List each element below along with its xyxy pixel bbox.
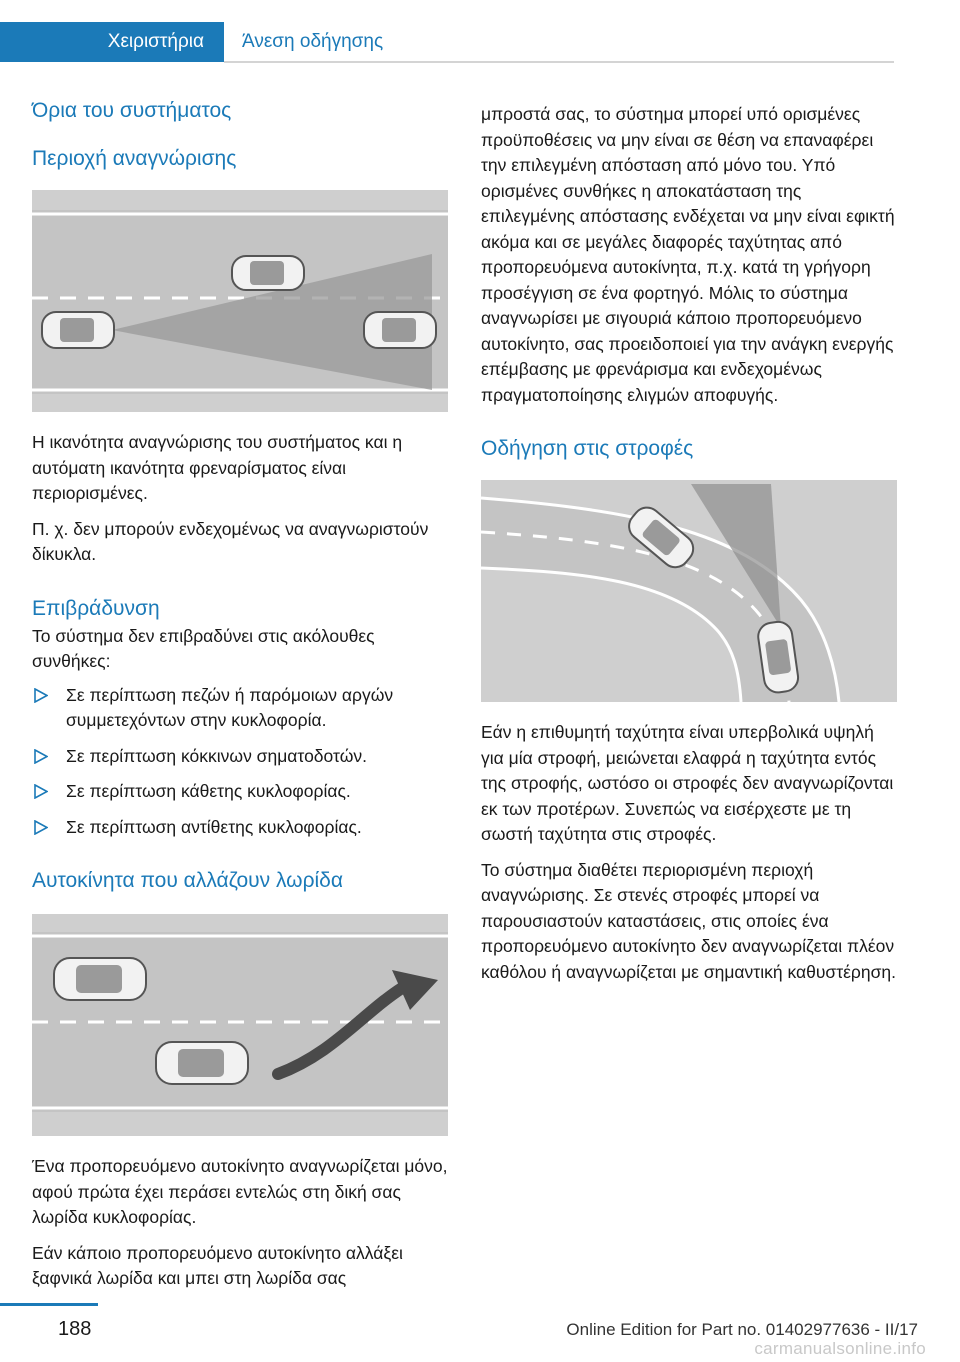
curves-figure — [481, 480, 897, 702]
ego-car — [42, 312, 114, 348]
list-item-text: Σε περίπτωση πεζών ή παρόμοιων αργών συμμετεχόντων στην κυκλοφορία. — [66, 684, 394, 730]
car-other-lane — [232, 256, 304, 290]
list-item-text: Σε περίπτωση αντίθετης κυκλοφορίας. — [66, 816, 362, 837]
lane-change-figure — [32, 914, 448, 1136]
triangle-bullet-icon — [34, 688, 48, 703]
list-item — [32, 815, 448, 841]
page-number: 188 — [58, 1318, 92, 1340]
paragraph-sudden-lane-change: Εάν κάποιο προπορευόμενο αυτοκίνητο αλλάξει ξαφνικά λωρίδα και μπει στη λωρίδα σας — [32, 1242, 403, 1288]
header-divider — [224, 61, 894, 63]
ego-car — [156, 1042, 248, 1084]
page-header — [0, 22, 960, 62]
braking-conditions-list — [32, 683, 448, 841]
section-title: Όρια του συστήματος — [32, 99, 232, 122]
paragraph-two-wheelers: Π. χ. δεν μπορούν ενδεχομένως να αναγνωριστούν δίκυκλα. — [32, 518, 429, 564]
list-item — [32, 744, 448, 770]
list-item — [32, 779, 448, 805]
subtitle-detection-range: Περιοχή αναγνώρισης — [32, 147, 237, 170]
detection-range-figure — [32, 190, 448, 412]
watermark: carmanualsonline.info — [754, 1339, 926, 1358]
left-column — [32, 98, 448, 1292]
footer-divider — [0, 1303, 98, 1306]
subtitle-curves: Οδήγηση στις στροφές — [481, 437, 694, 460]
paragraph-detection-limits: Η ικανότητα αναγνώρισης του συστήματος και η αυτόματη ικανότητα φρεναρίσματος είναι περιορισμένες. — [32, 432, 403, 503]
edition-note: Online Edition for Part no. 01402977636 - II/17 — [566, 1320, 918, 1339]
car-ahead — [364, 312, 436, 348]
triangle-bullet-icon — [34, 784, 48, 799]
right-column — [481, 98, 897, 985]
subtitle-braking: Επιβράδυνση — [32, 596, 160, 620]
braking-intro: Το σύστημα δεν επιβραδύνει στις ακόλουθες συνθήκες: — [32, 625, 375, 671]
triangle-bullet-icon — [34, 820, 48, 835]
paragraph-lane-change-detection: Ένα προπορευόμενο αυτοκίνητο αναγνωρίζεται μόνο, αφού πρώτα έχει περάσει εντελώς στη δική σας λωρίδα κυκλοφορίας. — [32, 1156, 448, 1227]
subtitle-lane-change: Αυτοκίνητα που αλλάζουν λωρίδα — [32, 869, 344, 892]
list-item-text: Σε περίπτωση κάθετης κυκλοφορίας. — [66, 781, 351, 801]
list-item-text: Σε περίπτωση κόκκινων σηματοδοτών. — [66, 745, 367, 766]
tab-driving-comfort[interactable]: Άνεση οδήγησης — [242, 31, 384, 52]
paragraph-curve-speed: Εάν η επιθυμητή ταχύτητα είναι υπερβολικά υψηλή για μία στροφή, μειώνεται ελαφρά η ταχύτητα εντός της στροφής, ωστόσο οι στροφές δεν αναγνωρίζονται εκ των προτέρων. Συνεπώς να εισέρχεστε με τη σωστή ταχύτητα στις στροφές. — [481, 722, 894, 844]
paragraph-curve-detection: Το σύστημα διαθέτει περιορισμένη περιοχή αναγνώρισης. Σε στενές στροφές μπορεί να παρουσιαστούν καταστάσεις, στις οποίες ένα προπορευόμενο αυτοκίνητο δεν αναγνωρίζεται πλέον καθόλου ή αναγνωρίζεται με σημαντική καθυστέρηση. — [481, 859, 897, 982]
tab-controls[interactable]: Χειριστήρια — [0, 22, 224, 62]
list-item — [32, 683, 448, 734]
car-ahead-other-lane — [54, 958, 146, 1000]
paragraph-distance-restore: μπροστά σας, το σύστημα μπορεί υπό ορισμένες προϋποθέσεις να μην είναι σε θέση να επαναφέρει την επιλεγμένη απόσταση από μόνο του. Υπό ορισμένες συνθήκες η αποκατάσταση της επιλεγμένης απόστασης ενδέχεται να μην είναι εφικτή ακόμα και σε μεγάλες διαφορές ταχύτητας από προπορευόμενα αυτοκίνητα, π.χ. κατά τη γρήγορη προσέγγιση σε ένα φορτηγό. Μόλις το σύστημα αναγνωρίσει με σιγουριά κάποιο προπορευόμενο αυτοκίνητο, σας προειδοποιεί για την ανάγκη ενεργής επέμβασης με φρενάρισμα και ενδεχομένως πραγματοποίησης ελιγμών αποφυγής. — [481, 104, 895, 405]
triangle-bullet-icon — [34, 749, 48, 764]
